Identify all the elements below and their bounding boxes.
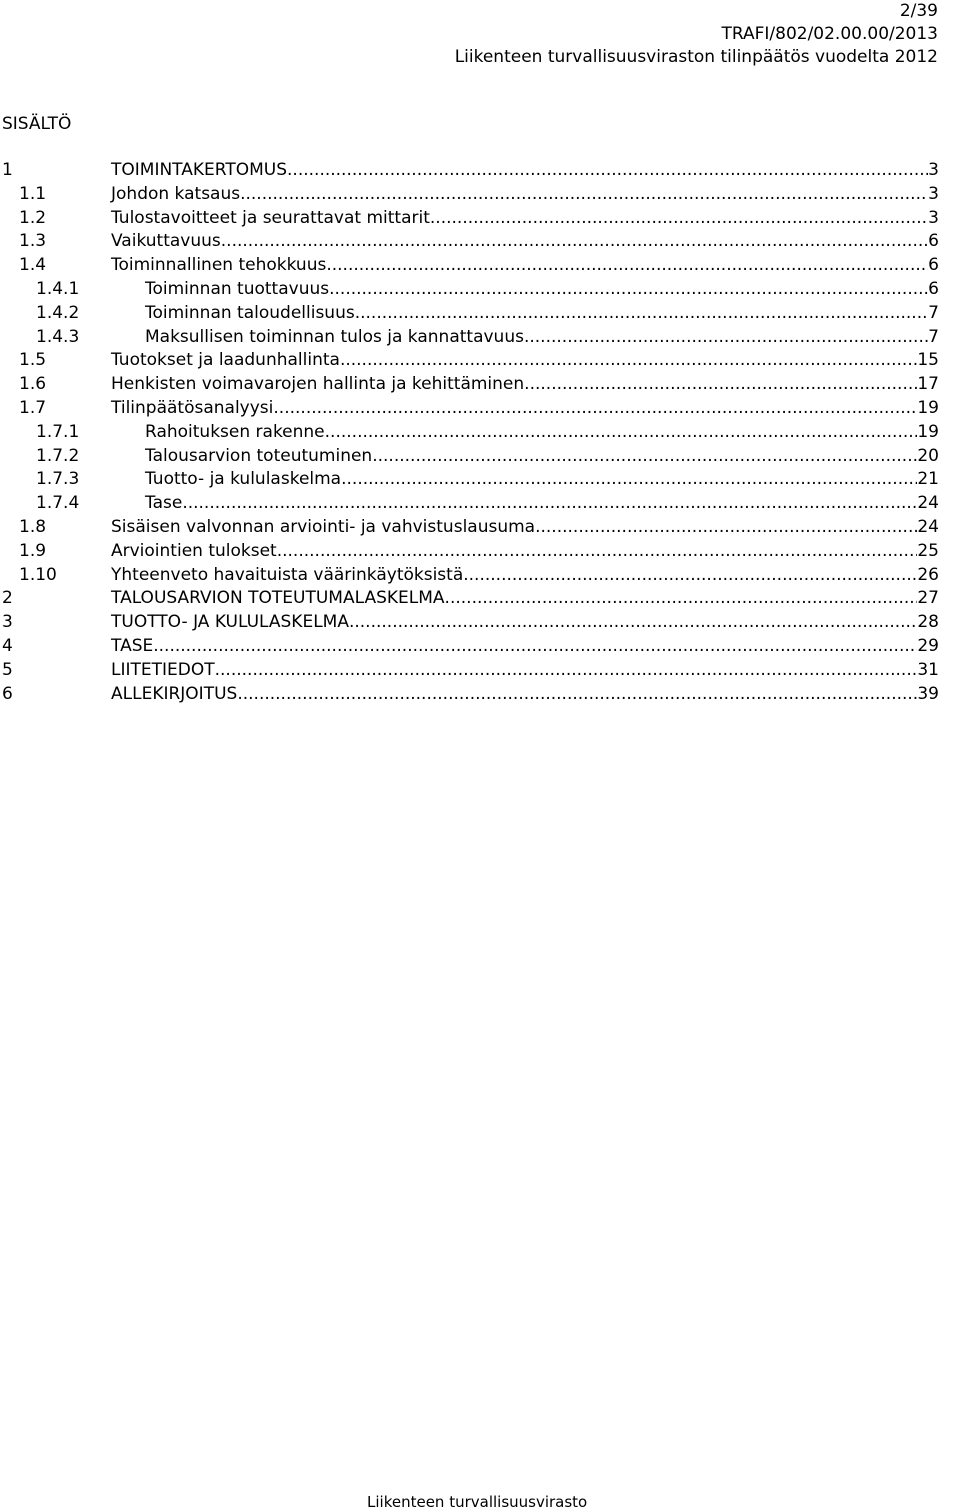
- toc-entry-label: Sisäisen valvonnan arviointi- ja vahvistuslausuma: [111, 516, 536, 537]
- toc-entry-line: [111, 183, 939, 207]
- toc-entry-label: Tulostavoitteet ja seurattavat mittarit: [111, 207, 430, 228]
- toc-entry-line: [145, 326, 939, 350]
- toc-entry-line: [111, 230, 939, 254]
- toc-entry-number: 3: [2, 612, 13, 633]
- toc-entry-number: 1: [2, 160, 13, 180]
- toc-entry-page: 19: [917, 421, 939, 442]
- page-number: 2/39: [899, 1, 938, 21]
- toc-entry-page: 3: [928, 160, 939, 180]
- toc-entry-line: [111, 516, 939, 540]
- toc-entry-line: [111, 564, 939, 588]
- toc-entry[interactable]: [0, 635, 939, 659]
- toc-entry[interactable]: [0, 373, 939, 397]
- toc-entry[interactable]: [0, 326, 939, 350]
- toc-entry-number: 2: [2, 588, 13, 609]
- toc-entry[interactable]: [0, 183, 939, 207]
- toc-leader-dots: [325, 421, 918, 445]
- toc-entry-number: 1.1: [19, 183, 47, 204]
- toc-entry-label: TASE: [111, 635, 154, 656]
- toc-entry-page: 20: [917, 445, 939, 466]
- toc-entry-page: 3: [928, 207, 939, 228]
- toc-entry-page: 3: [928, 183, 939, 204]
- toc-entry[interactable]: [0, 468, 939, 492]
- toc-leader-dots: [273, 397, 917, 421]
- toc-leader-dots: [182, 492, 917, 516]
- toc-entry-page: 21: [917, 469, 939, 490]
- toc-entry-label: Talousarvion toteutuminen: [145, 445, 373, 466]
- toc-entry-number: 6: [2, 683, 13, 704]
- toc-entry-line: [111, 611, 939, 635]
- toc-leader-dots: [215, 659, 918, 683]
- toc-entry-number: 1.4.3: [36, 326, 80, 347]
- toc-entry-label: Maksullisen toiminnan tulos ja kannattavuus: [145, 326, 524, 347]
- toc-entry-line: [145, 468, 939, 492]
- toc-entry[interactable]: [0, 492, 939, 516]
- toc-entry-label: Arviointien tulokset: [111, 540, 277, 561]
- toc-leader-dots: [445, 587, 918, 611]
- toc-entry-label: Tuotokset ja laadunhallinta: [111, 350, 340, 371]
- toc-entry-number: 1.2: [19, 207, 47, 228]
- toc-leader-dots: [535, 516, 917, 540]
- toc-entry-label: Tase: [145, 493, 183, 514]
- toc-leader-dots: [277, 540, 918, 564]
- document-title: Liikenteen turvallisuusviraston tilinpäätös vuodelta 2012: [454, 47, 938, 67]
- toc-entry[interactable]: [0, 230, 939, 254]
- toc-leader-dots: [240, 183, 928, 207]
- toc-entry-line: [145, 421, 939, 445]
- toc-entry-number: 4: [2, 635, 13, 656]
- toc-entry-label: Tilinpäätösanalyysi: [111, 397, 274, 418]
- toc-entry-line: [111, 254, 939, 278]
- toc-entry-line: [111, 373, 939, 397]
- toc-leader-dots: [463, 564, 917, 588]
- toc-entry-page: 6: [928, 278, 939, 299]
- toc-leader-dots: [237, 683, 917, 707]
- toc-entry-page: 29: [917, 635, 939, 656]
- toc-entry-page: 26: [917, 564, 939, 585]
- toc-entry[interactable]: [0, 207, 939, 231]
- toc-entry-line: [111, 349, 939, 373]
- toc-leader-dots: [372, 445, 917, 469]
- toc-leader-dots: [287, 159, 928, 183]
- toc-entry-line: [145, 492, 939, 516]
- toc-entry[interactable]: [0, 659, 939, 683]
- toc-entry-number: 1.4.2: [36, 302, 80, 323]
- toc-entry-line: [111, 587, 939, 611]
- toc-entry-label: TALOUSARVION TOTEUTUMALASKELMA: [111, 588, 445, 609]
- toc-entry-page: 6: [928, 255, 939, 276]
- toc-entry-page: 24: [917, 516, 939, 537]
- toc-leader-dots: [355, 302, 928, 326]
- toc-leader-dots: [349, 611, 917, 635]
- toc-entry-label: LIITETIEDOT: [111, 659, 215, 680]
- toc-entry-label: Toiminnallinen tehokkuus: [111, 255, 327, 276]
- document-id: TRAFI/802/02.00.00/2013: [721, 24, 938, 44]
- page-header: [455, 0, 938, 69]
- toc-entry-label: Henkisten voimavarojen hallinta ja kehittäminen: [111, 374, 525, 395]
- toc-entry-page: 7: [928, 302, 939, 323]
- toc-entry-line: [111, 397, 939, 421]
- toc-entry-page: 15: [917, 350, 939, 371]
- toc-entry-number: 1.4: [19, 255, 47, 276]
- toc-entry-number: 1.9: [19, 540, 47, 561]
- toc-entry[interactable]: [0, 564, 939, 588]
- toc-entry-label: Toiminnan taloudellisuus: [145, 302, 355, 323]
- toc-entry-number: 1.7.1: [36, 421, 80, 442]
- toc-entry-line: [145, 445, 939, 469]
- toc-entry-page: 31: [917, 659, 939, 680]
- toc-entry-number: 1.7.4: [36, 493, 80, 514]
- toc-entry-number: 1.10: [19, 564, 57, 585]
- toc-entry[interactable]: [0, 587, 939, 611]
- toc-entry-page: 24: [917, 493, 939, 514]
- toc-entry-number: 1.6: [19, 374, 47, 395]
- toc-entry[interactable]: [0, 254, 939, 278]
- toc-entry-label: ALLEKIRJOITUS: [111, 683, 238, 704]
- toc-entry-label: Tuotto- ja kululaskelma: [145, 469, 342, 490]
- toc-entry-number: 1.4.1: [36, 278, 80, 299]
- toc-entry[interactable]: [0, 397, 939, 421]
- toc-entry-label: Vaikuttavuus: [111, 231, 221, 252]
- toc-entry-number: 1.7.2: [36, 445, 80, 466]
- toc-entry-line: [111, 207, 939, 231]
- toc-leader-dots: [341, 468, 917, 492]
- toc-leader-dots: [524, 326, 928, 350]
- toc-entry[interactable]: [0, 302, 939, 326]
- toc-entry-page: 19: [917, 397, 939, 418]
- toc-entry-label: Rahoituksen rakenne: [145, 421, 325, 442]
- toc-title: SISÄLTÖ: [2, 114, 72, 134]
- toc-entry-line: [145, 278, 939, 302]
- toc-entry-page: 39: [917, 683, 939, 704]
- toc-entry[interactable]: [0, 445, 939, 469]
- toc-entry-number: 1.7.3: [36, 469, 80, 490]
- toc-entry-label: Johdon katsaus: [111, 183, 241, 204]
- toc-entry-number: 1.5: [19, 350, 47, 371]
- toc-entry-line: [111, 635, 939, 659]
- toc-entry-number: 5: [2, 659, 13, 680]
- toc-entry[interactable]: [0, 278, 939, 302]
- toc-entry-line: [111, 540, 939, 564]
- toc-leader-dots: [430, 207, 928, 231]
- page-footer: Liikenteen turvallisuusvirasto: [367, 1493, 588, 1511]
- toc-entry-page: 7: [928, 326, 939, 347]
- toc-leader-dots: [524, 373, 917, 397]
- toc-entry-line: [145, 302, 939, 326]
- toc-entry[interactable]: [0, 683, 939, 707]
- table-of-contents: [0, 159, 939, 706]
- toc-entry-line: [111, 683, 939, 707]
- toc-leader-dots: [340, 349, 917, 373]
- toc-entry-label: TOIMINTAKERTOMUS: [111, 160, 288, 180]
- toc-entry-label: Toiminnan tuottavuus: [145, 278, 330, 299]
- toc-entry[interactable]: [0, 159, 939, 183]
- toc-entry-label: TUOTTO- JA KULULASKELMA: [111, 612, 349, 633]
- toc-entry-label: Yhteenveto havaituista väärinkäytöksistä: [111, 564, 464, 585]
- toc-entry[interactable]: [0, 611, 939, 635]
- toc-leader-dots: [221, 230, 928, 254]
- toc-entry[interactable]: [0, 540, 939, 564]
- toc-entry-page: 6: [928, 231, 939, 252]
- toc-entry-page: 27: [917, 588, 939, 609]
- toc-entry-line: [111, 659, 939, 683]
- toc-entry[interactable]: [0, 349, 939, 373]
- toc-entry-number: 1.7: [19, 397, 47, 418]
- toc-leader-dots: [329, 278, 928, 302]
- toc-entry-line: [111, 159, 939, 183]
- toc-entry-page: 25: [917, 540, 939, 561]
- toc-entry-number: 1.3: [19, 231, 47, 252]
- toc-entry[interactable]: [0, 421, 939, 445]
- toc-leader-dots: [326, 254, 928, 278]
- toc-leader-dots: [153, 635, 917, 659]
- toc-entry[interactable]: [0, 516, 939, 540]
- toc-entry-page: 17: [917, 374, 939, 395]
- toc-entry-number: 1.8: [19, 516, 47, 537]
- toc-entry-page: 28: [917, 612, 939, 633]
